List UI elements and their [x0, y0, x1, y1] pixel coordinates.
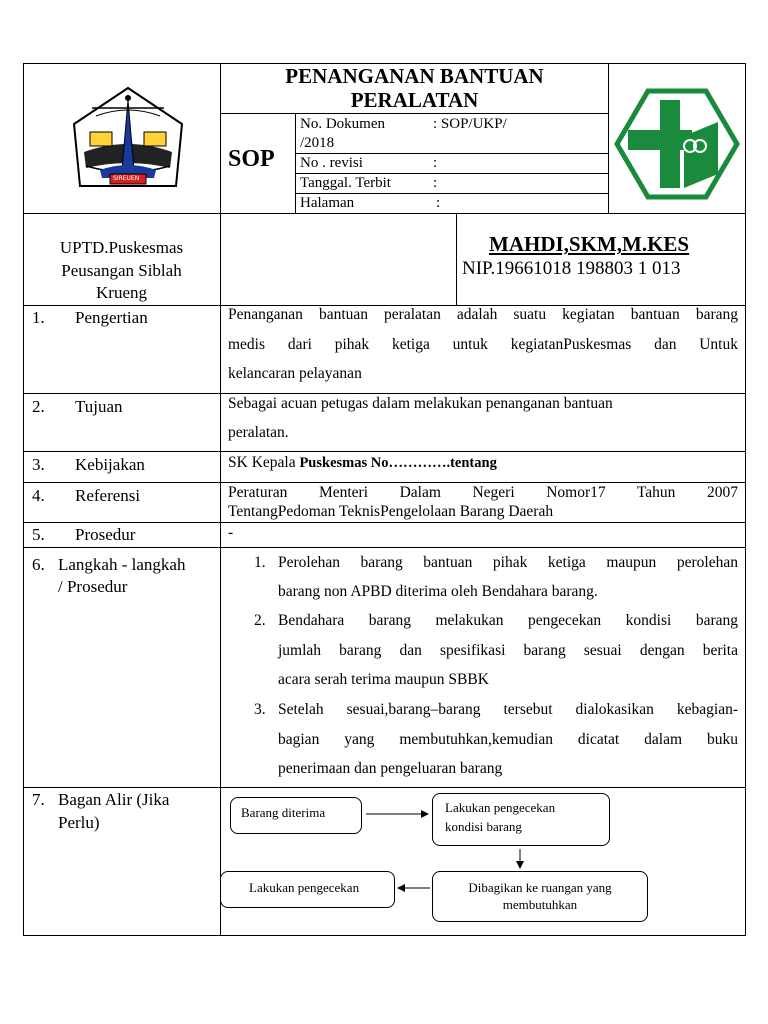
org-line2: Peusangan Siblah — [61, 261, 182, 280]
step1-l1: Perolehan barang bantuan pihak ketiga maupun perolehan — [278, 554, 738, 571]
row4-text-l1: Peraturan Menteri Dalam Negeri Nomor17 Tahun 2007 — [228, 484, 738, 501]
step2-l2: jumlah barang dan spesifikasi barang sesuai dengan berita — [278, 642, 738, 659]
step1-num: 1. — [254, 554, 266, 571]
row7-label1: Bagan Alir (Jika — [58, 790, 170, 809]
step2-l1: Bendahara barang melakukan pengecekan kondisi barang — [278, 612, 738, 629]
row7-num: 7. — [32, 790, 45, 809]
row1-text-l1: Penanganan bantuan peralatan adalah suatu kegiatan bantuan barang — [228, 306, 738, 323]
org-line3: Krueng — [96, 283, 147, 302]
row1-num: 1. — [32, 308, 45, 327]
step3-l2: bagian yang membutuhkan,kemudian dicatat dalam buku — [278, 731, 738, 748]
head-name: MAHDI,SKM,M.KES — [489, 232, 690, 256]
row7-label2: Perlu) — [58, 813, 100, 832]
row6-label1: Langkah - langkah — [58, 555, 186, 574]
title-line2: PERALATAN — [350, 88, 479, 112]
doc-value: : SOP/UKP/ — [433, 116, 507, 132]
revisi-label: No . revisi — [300, 155, 363, 171]
row4-num: 4. — [32, 486, 45, 505]
step2-l3: acara serah terima maupun SBBK — [278, 671, 489, 688]
row5-label: Prosedur — [75, 525, 136, 544]
terbit-label: Tanggal. Terbit — [300, 175, 391, 191]
flow-box-received-label: Barang diterima — [241, 805, 326, 820]
row3-text-b: Puskesmas No………….tentang — [299, 455, 497, 471]
doc-value-year: /2018 — [300, 135, 335, 151]
row4-label: Referensi — [75, 486, 141, 505]
halaman-label: Halaman — [300, 195, 355, 211]
logo-label: SIREUEN — [113, 175, 140, 182]
row3-label: Kebijakan — [75, 455, 145, 474]
row2-text-l1: Sebagai acuan petugas dalam melakukan penanganan bantuan — [228, 395, 613, 412]
step2-num: 2. — [254, 612, 266, 629]
step3-l3: penerimaan dan pengeluaran barang — [278, 760, 503, 777]
flow-box-distribute-line1: Dibagikan ke ruangan yang — [468, 880, 612, 895]
step3-num: 3. — [254, 701, 266, 718]
row3-text-a: SK Kepala — [228, 454, 300, 471]
flow-box-check-line1: Lakukan pengecekan — [445, 800, 556, 815]
row1-label: Pengertian — [75, 308, 148, 327]
head-nip: NIP.19661018 198803 1 013 — [462, 258, 681, 279]
row3-num: 3. — [32, 455, 45, 474]
row2-num: 2. — [32, 397, 45, 416]
org-line1: UPTD.Puskesmas — [59, 238, 184, 257]
row4-text-l2: TentangPedoman TeknisPengelolaan Barang Daerah — [228, 503, 554, 520]
revisi-value: : — [433, 155, 438, 171]
row5-num: 5. — [32, 525, 45, 544]
step1-l2: barang non APBD diterima oleh Bendahara barang. — [278, 583, 598, 600]
step3-l1: Setelah sesuai,barang–barang tersebut dialokasikan kebagian- — [278, 701, 738, 718]
flow-box-distribute-line2: membutuhkan — [502, 897, 578, 912]
row6-label2: / Prosedur — [58, 577, 128, 596]
row5-value: - — [228, 524, 234, 541]
flow-box-check-label: Lakukan pengecekan — [249, 880, 360, 895]
row2-label: Tujuan — [75, 397, 123, 416]
flow-box-check-line2: kondisi barang — [445, 819, 522, 834]
halaman-value: : — [436, 195, 441, 211]
row6-num: 6. — [32, 555, 45, 574]
doc-label: No. Dokumen — [300, 116, 385, 132]
terbit-value: : — [433, 175, 438, 191]
row2-text-l2: peralatan. — [228, 424, 289, 441]
sop-label: SOP — [228, 146, 275, 172]
row1-text-l2: medis dari pihak ketiga untuk kegiatanPuskesmas dan Untuk — [228, 336, 738, 353]
row1-text-l3: kelancaran pelayanan — [228, 365, 362, 382]
title-line1: PENANGANAN BANTUAN — [285, 64, 544, 88]
